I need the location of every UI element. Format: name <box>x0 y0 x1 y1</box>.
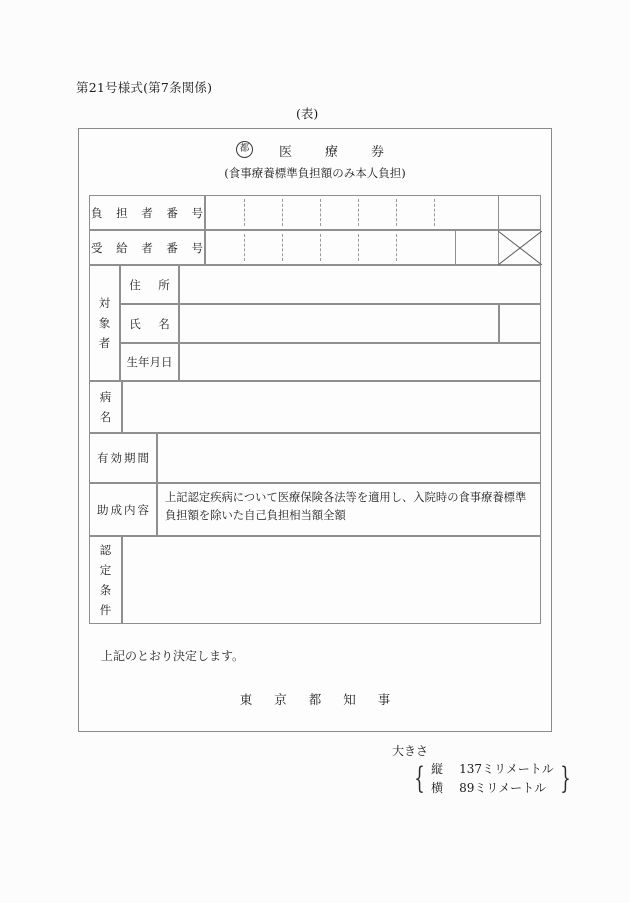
decision-statement: 上記のとおり決定します。 <box>101 649 245 663</box>
birthdate-field[interactable] <box>179 343 541 381</box>
payer-divider-1 <box>244 199 245 226</box>
payer-divider-4 <box>358 199 359 226</box>
assistance-content-text: 上記認定疾病について医療保険各法等を適用し、入院時の食事療養標準負担額を除いた自己負担相当額全額 <box>165 491 527 522</box>
form-table <box>89 195 541 624</box>
brace-right-icon: } <box>560 761 571 797</box>
size-line-height <box>431 760 554 779</box>
valid-period-field[interactable] <box>157 433 541 483</box>
medical-certificate-card <box>78 128 552 732</box>
recipient-number-label: 受 給 者 番 号 <box>89 230 205 265</box>
recipient-divider-5 <box>396 234 397 261</box>
card-subtitle: (食事療養標準負担額のみ本人負担) <box>224 166 406 180</box>
payer-divider-2 <box>282 199 283 226</box>
size-key-width: 横 <box>431 781 444 796</box>
form-number: 第21号様式(第7条関係) <box>76 80 213 95</box>
recipient-number-field[interactable] <box>205 230 541 265</box>
brace-left-icon: { <box>414 761 425 797</box>
name-field[interactable] <box>179 304 499 343</box>
valid-period-label: 有効期間 <box>89 433 157 483</box>
address-label: 住 所 <box>120 265 179 304</box>
certification-conditions-field[interactable] <box>122 536 541 624</box>
subject-label-char-2: 者 <box>98 336 111 351</box>
recipient-divider-solid-1 <box>455 231 456 264</box>
issuer-text: 東 京 都 知 事 <box>239 692 400 707</box>
certification-label-char-0: 認 <box>99 542 112 557</box>
tokyo-circle-icon: 都 <box>236 141 253 158</box>
name-extra-field[interactable] <box>499 304 541 343</box>
size-line-width <box>431 779 554 798</box>
recipient-divider-2 <box>282 234 283 261</box>
certification-conditions-label <box>89 536 122 624</box>
crossed-out-cell-icon <box>498 231 542 265</box>
assistance-content-field <box>157 483 541 536</box>
card-title <box>79 141 551 160</box>
certification-label-char-1: 定 <box>99 562 112 577</box>
size-note-label: 大きさ <box>392 744 429 758</box>
name-label: 氏 名 <box>120 304 179 343</box>
payer-number-field[interactable] <box>205 195 541 230</box>
payer-divider-3 <box>320 199 321 226</box>
card-title-text: 医 療 券 <box>278 145 394 160</box>
size-value-width: 89ミリメートル <box>459 781 547 796</box>
recipient-divider-3 <box>320 234 321 261</box>
size-note-block <box>410 760 575 798</box>
subject-label-char-1: 象 <box>98 315 111 330</box>
payer-number-label: 負 担 者 番 号 <box>89 195 205 230</box>
assistance-content-label: 助成内容 <box>89 483 157 536</box>
size-value-height: 137ミリメートル <box>459 762 554 776</box>
recipient-divider-1 <box>244 234 245 261</box>
recipient-divider-4 <box>358 234 359 261</box>
certification-label-char-2: 条 <box>99 583 112 597</box>
subject-label <box>89 265 120 381</box>
address-field[interactable] <box>179 265 541 304</box>
disease-name-field[interactable] <box>122 381 541 433</box>
issuer-line <box>79 690 551 708</box>
payer-divider-solid <box>498 196 499 229</box>
certification-label-char-3: 件 <box>99 603 112 618</box>
disease-name-label-char-0: 病 <box>99 389 112 404</box>
disease-name-label-char-1: 名 <box>99 410 112 424</box>
payer-divider-5 <box>396 199 397 226</box>
birthdate-label: 生年月日 <box>120 343 179 381</box>
disease-name-label <box>89 381 122 433</box>
size-lines <box>429 760 556 798</box>
size-key-height: 縦 <box>431 762 444 776</box>
subject-label-char-0: 対 <box>98 295 111 310</box>
payer-divider-6 <box>434 199 435 226</box>
side-mark: (表) <box>296 106 319 121</box>
